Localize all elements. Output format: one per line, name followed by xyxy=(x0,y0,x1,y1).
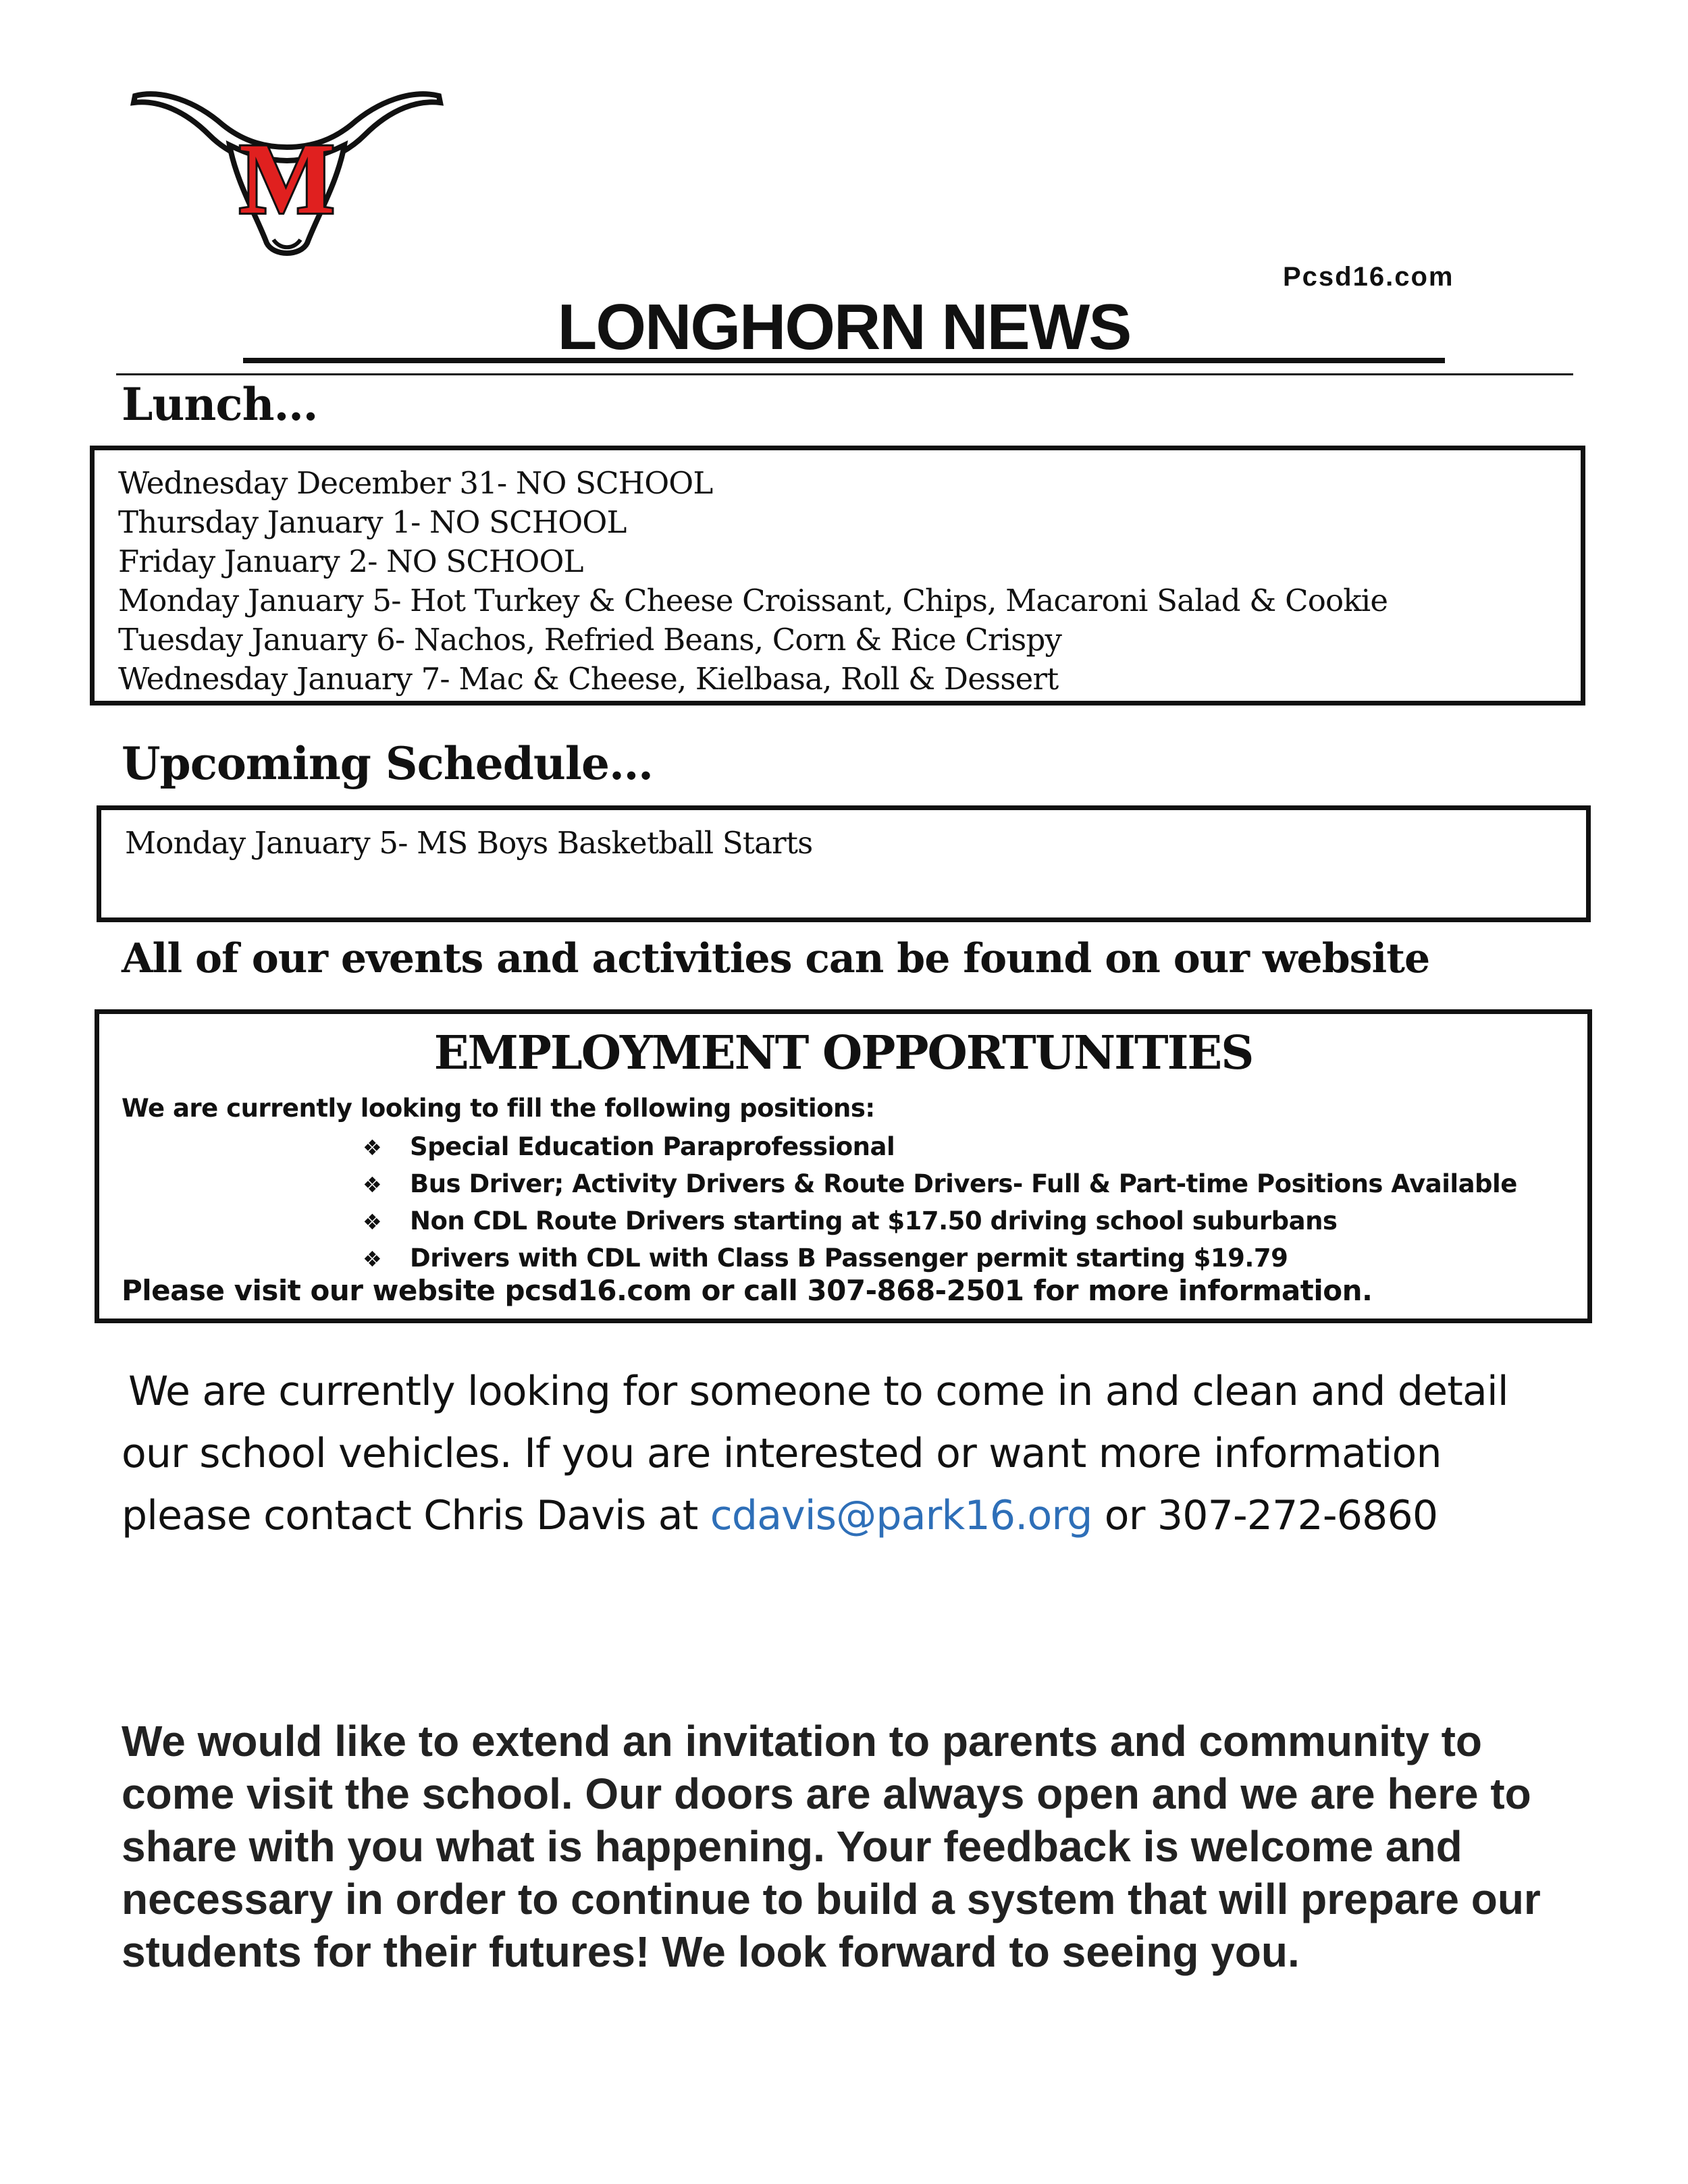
lunch-heading: Lunch… xyxy=(122,378,318,431)
positions-list xyxy=(363,1129,1517,1277)
lunch-item: Wednesday January 7- Mac & Cheese, Kielbasa, Roll & Dessert xyxy=(118,661,1059,697)
logo-letter: M xyxy=(239,123,335,235)
position-text: Drivers with CDL with Class B Passenger permit starting $19.79 xyxy=(410,1244,1288,1273)
events-note: All of our events and activities can be found on our website xyxy=(122,935,1430,982)
diamond-bullet-icon: ❖ xyxy=(363,1172,382,1198)
title-text: LONGHORN NEWS xyxy=(557,291,1131,363)
lunch-item: Wednesday December 31- NO SCHOOL xyxy=(118,465,713,501)
position-item xyxy=(363,1240,1517,1277)
employment-footer: Please visit our website pcsd16.com or call 307-868-2501 for more information. xyxy=(122,1274,1373,1307)
position-text: Bus Driver; Activity Drivers & Route Drivers- Full & Part-time Positions Available xyxy=(410,1169,1517,1198)
lunch-item: Thursday January 1- NO SCHOOL xyxy=(118,504,627,540)
site-label[interactable] xyxy=(1283,262,1454,292)
lunch-item: Tuesday January 6- Nachos, Refried Beans, Corn & Rice Crispy xyxy=(118,622,1062,658)
site-label-text: Pcsd16.com xyxy=(1283,262,1454,292)
diamond-bullet-icon: ❖ xyxy=(363,1209,382,1235)
cleaning-text-before: We are currently looking for someone to come in and clean and detail our school vehicles. If you are interested or want more information please contact Chris Davis at xyxy=(122,1368,1508,1539)
employment-box xyxy=(95,1009,1592,1323)
position-item xyxy=(363,1166,1517,1203)
longhorn-logo xyxy=(122,88,452,263)
schedule-item: Monday January 5- MS Boys Basketball Starts xyxy=(125,825,813,861)
position-text: Non CDL Route Drivers starting at $17.50 driving school suburbans xyxy=(410,1206,1338,1235)
position-text: Special Education Paraprofessional xyxy=(410,1132,895,1161)
lunch-item: Monday January 5- Hot Turkey & Cheese Croissant, Chips, Macaroni Salad & Cookie xyxy=(118,583,1388,618)
employment-title: EMPLOYMENT OPPORTUNITIES xyxy=(433,1026,1253,1080)
diamond-bullet-icon: ❖ xyxy=(363,1135,382,1161)
diamond-bullet-icon: ❖ xyxy=(363,1246,382,1272)
contact-email-link[interactable]: cdavis@park16.org xyxy=(710,1492,1092,1539)
schedule-box xyxy=(97,805,1591,922)
cleaning-text-after: or 307-272-6860 xyxy=(1092,1492,1438,1539)
cleaning-job-paragraph xyxy=(122,1360,1573,1547)
newsletter-title xyxy=(243,290,1445,365)
invitation-paragraph: We would like to extend an invitation to parents and community to come visit the school. Our doors are always open and we are here to share with you what is happening. Your feedback is welcome and necessary in order to continue to build a system that will prepare our students for their futures! We look forward to seeing you. xyxy=(122,1717,1541,1976)
position-item xyxy=(363,1129,1517,1166)
employment-intro: We are currently looking to fill the following positions: xyxy=(122,1094,875,1123)
schedule-heading: Upcoming Schedule… xyxy=(122,737,653,790)
header-divider xyxy=(116,373,1573,375)
position-item xyxy=(363,1203,1517,1240)
lunch-item: Friday January 2- NO SCHOOL xyxy=(118,543,583,579)
lunch-menu-box xyxy=(90,446,1585,705)
